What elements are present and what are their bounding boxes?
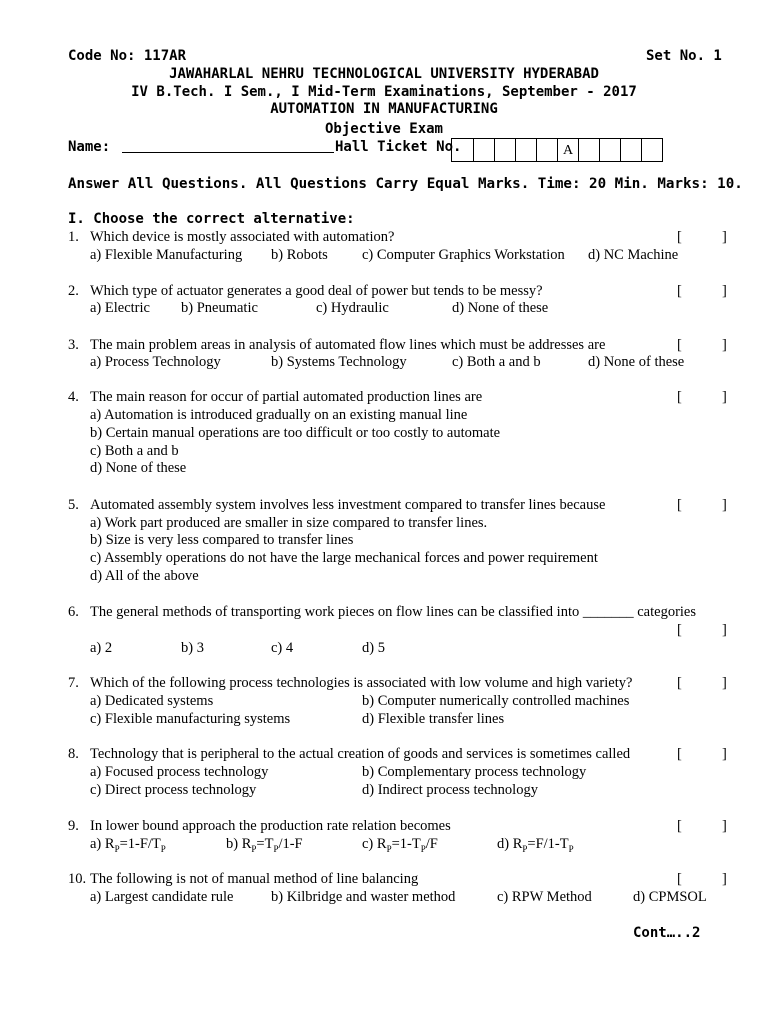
answer-bracket-open[interactable]: [ [677, 818, 682, 834]
option-d[interactable]: d) None of these [452, 300, 549, 316]
formula-part: a) R [90, 836, 115, 852]
option-b[interactable]: b) Robots [271, 247, 328, 263]
subscript: P [386, 843, 392, 854]
option-a[interactable] [90, 836, 166, 854]
question-text: Automated assembly system involves less investment compared to transfer lines because [90, 497, 606, 513]
option-c[interactable] [362, 836, 438, 854]
hall-ticket-cell[interactable] [473, 139, 494, 161]
question-number: 8. [68, 746, 79, 762]
hall-ticket-cell[interactable] [620, 139, 641, 161]
name-field-line[interactable] [122, 152, 334, 153]
university-name: JAWAHARLAL NEHRU TECHNOLOGICAL UNIVERSITY HYDERABAD [169, 66, 599, 82]
answer-bracket-open[interactable]: [ [677, 622, 682, 638]
option-a[interactable]: a) Electric [90, 300, 150, 316]
answer-bracket-close[interactable]: ] [722, 675, 727, 691]
option-c[interactable]: c) Flexible manufacturing systems [90, 711, 291, 727]
answer-bracket-open[interactable]: [ [677, 229, 682, 245]
option-d[interactable]: d) None of these [90, 460, 187, 476]
subscript: P [522, 843, 528, 854]
option-d[interactable]: d) 5 [362, 640, 385, 656]
option-a[interactable]: a) Focused process technology [90, 764, 269, 780]
option-a[interactable]: a) Work part produced are smaller in size compared to transfer lines. [90, 515, 488, 531]
formula-part: /1-F [278, 836, 303, 852]
continuation-note: Cont…..2 [633, 925, 701, 941]
question-number: 7. [68, 675, 79, 691]
option-b[interactable]: b) Certain manual operations are too difficult or too costly to automate [90, 425, 501, 441]
option-c[interactable]: c) Assembly operations do not have the large mechanical forces and power requirement [90, 550, 598, 566]
answer-bracket-open[interactable]: [ [677, 871, 682, 887]
option-d[interactable]: d) Indirect process technology [362, 782, 538, 798]
hall-ticket-cell[interactable] [578, 139, 599, 161]
option-b[interactable]: b) Kilbridge and waster method [271, 889, 456, 905]
option-c[interactable]: c) 4 [271, 640, 294, 656]
hall-ticket-cell[interactable] [515, 139, 536, 161]
name-label: Name: [68, 139, 111, 155]
option-d[interactable]: d) None of these [588, 354, 685, 370]
formula-part: =1-T [391, 836, 421, 852]
option-c[interactable]: c) Direct process technology [90, 782, 257, 798]
option-a[interactable]: a) Flexible Manufacturing [90, 247, 243, 263]
option-b[interactable]: b) Pneumatic [181, 300, 258, 316]
question-text: The main problem areas in analysis of automated flow lines which must be addresses are [90, 337, 606, 353]
answer-bracket-open[interactable]: [ [677, 283, 682, 299]
formula-part: c) R [362, 836, 387, 852]
formula-part: d) R [497, 836, 523, 852]
option-c[interactable]: c) RPW Method [497, 889, 592, 905]
answer-bracket-close[interactable]: ] [722, 229, 727, 245]
answer-bracket-close[interactable]: ] [722, 871, 727, 887]
question-number: 4. [68, 389, 79, 405]
subscript: P [420, 843, 426, 854]
question-text: Which device is mostly associated with automation? [90, 229, 395, 245]
hall-ticket-cell[interactable] [599, 139, 620, 161]
answer-bracket-open[interactable]: [ [677, 675, 682, 691]
exam-type: Objective Exam [324, 121, 443, 137]
subscript: P [273, 843, 279, 854]
option-c[interactable]: c) Both a and b [90, 443, 179, 459]
question-text: Which type of actuator generates a good deal of power but tends to be messy? [90, 283, 543, 299]
answer-bracket-close[interactable]: ] [722, 818, 727, 834]
hall-ticket-boxes[interactable] [451, 138, 663, 162]
answer-bracket-open[interactable]: [ [677, 497, 682, 513]
option-b[interactable] [226, 836, 303, 854]
formula-part: =1-F/T [119, 836, 161, 852]
option-b[interactable]: b) Computer numerically controlled machines [362, 693, 630, 709]
formula-part: b) R [226, 836, 252, 852]
question-text: Which of the following process technologies is associated with low volume and high variety? [90, 675, 633, 691]
subscript: P [568, 843, 574, 854]
answer-bracket-open[interactable]: [ [677, 389, 682, 405]
question-text: The main reason for occur of partial automated production lines are [90, 389, 483, 405]
subscript: P [160, 843, 166, 854]
subscript: P [114, 843, 120, 854]
subscript: P [251, 843, 257, 854]
question-number: 6. [68, 604, 79, 620]
option-a[interactable]: a) Process Technology [90, 354, 221, 370]
formula-part: =F/1-T [527, 836, 569, 852]
answer-bracket-open[interactable]: [ [677, 337, 682, 353]
answer-bracket-close[interactable]: ] [722, 389, 727, 405]
option-b[interactable]: b) Systems Technology [271, 354, 407, 370]
option-d[interactable] [497, 836, 574, 854]
question-number: 1. [68, 229, 79, 245]
section-heading: I. Choose the correct alternative: [68, 211, 355, 227]
option-d[interactable]: d) NC Machine [588, 247, 679, 263]
option-c[interactable]: c) Computer Graphics Workstation [362, 247, 565, 263]
option-d[interactable]: d) All of the above [90, 568, 199, 584]
hall-ticket-cell[interactable] [641, 139, 662, 161]
question-text: The general methods of transporting work pieces on flow lines can be classified into _______ categories [90, 604, 697, 620]
answer-bracket-open[interactable]: [ [677, 746, 682, 762]
question-number: 2. [68, 283, 79, 299]
option-d[interactable]: d) Flexible transfer lines [362, 711, 505, 727]
question-number: 5. [68, 497, 79, 513]
hall-ticket-cell[interactable] [452, 139, 473, 161]
exam-title: IV B.Tech. I Sem., I Mid-Term Examinations, September - 2017 [131, 84, 637, 100]
option-a[interactable]: a) Automation is introduced gradually on an existing manual line [90, 407, 468, 423]
hall-ticket-label: Hall Ticket No. [335, 139, 462, 155]
answer-bracket-close[interactable]: ] [722, 283, 727, 299]
option-d[interactable]: d) CPMSOL [633, 889, 707, 905]
question-number: 10. [68, 871, 87, 887]
question-text: The following is not of manual method of line balancing [90, 871, 419, 887]
answer-bracket-close[interactable]: ] [722, 337, 727, 353]
option-c[interactable]: c) Hydraulic [316, 300, 389, 316]
question-text: In lower bound approach the production rate relation becomes [90, 818, 451, 834]
code-number: Code No: 117AR [68, 48, 187, 64]
set-number: Set No. 1 [646, 48, 722, 64]
question-number: 9. [68, 818, 79, 834]
option-b[interactable]: b) Size is very less compared to transfer lines [90, 532, 354, 548]
instructions: Answer All Questions. All Questions Carry Equal Marks. Time: 20 Min. Marks: 10. [68, 176, 743, 192]
option-b[interactable]: b) Complementary process technology [362, 764, 587, 780]
hall-ticket-cell[interactable]: A [557, 139, 578, 161]
option-a[interactable]: a) Largest candidate rule [90, 889, 234, 905]
answer-bracket-close[interactable]: ] [722, 497, 727, 513]
option-a[interactable]: a) 2 [90, 640, 113, 656]
option-c[interactable]: c) Both a and b [452, 354, 541, 370]
hall-ticket-cell[interactable] [494, 139, 515, 161]
option-a[interactable]: a) Dedicated systems [90, 693, 214, 709]
formula-part: =T [256, 836, 274, 852]
subject-title: AUTOMATION IN MANUFACTURING [270, 101, 498, 117]
formula-part: /F [425, 836, 438, 852]
answer-bracket-close[interactable]: ] [722, 746, 727, 762]
question-number: 3. [68, 337, 79, 353]
answer-bracket-close[interactable]: ] [722, 622, 727, 638]
question-text: Technology that is peripheral to the actual creation of goods and services is sometimes called [90, 746, 631, 762]
option-b[interactable]: b) 3 [181, 640, 204, 656]
hall-ticket-cell[interactable] [536, 139, 557, 161]
